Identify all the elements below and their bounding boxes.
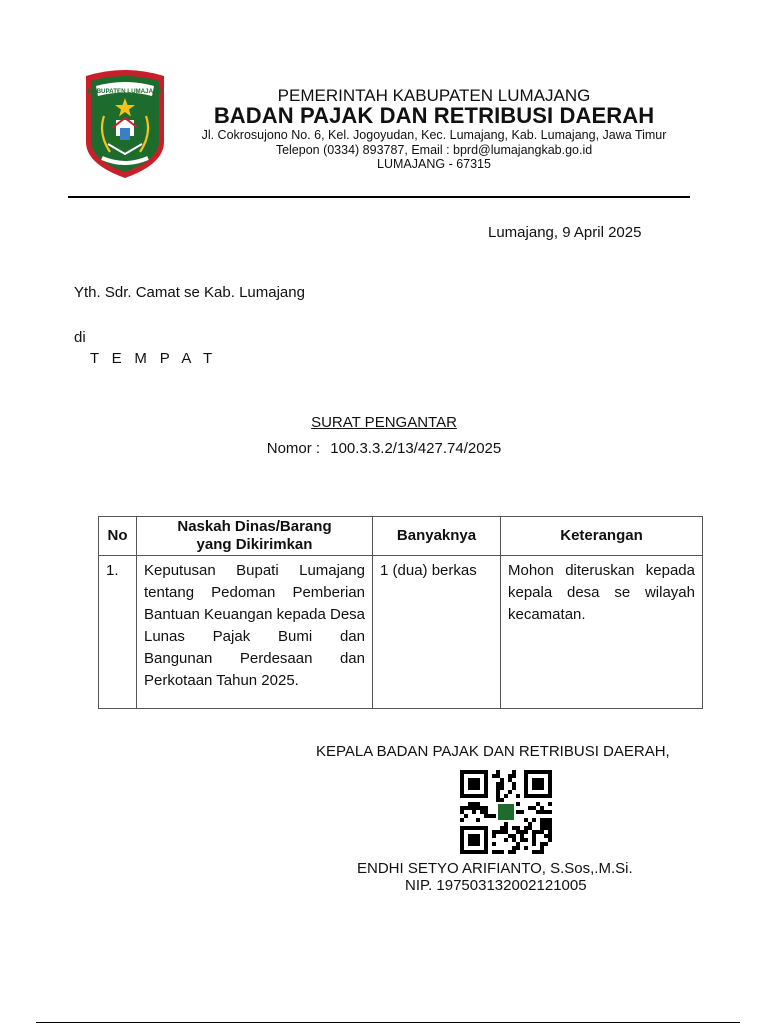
header-remarks: Keterangan [501,517,703,556]
header-item-line1: Naskah Dinas/Barang [177,518,332,535]
header-item [137,517,373,556]
document-table [98,516,703,709]
agency-address: Jl. Cokrosujono No. 6, Kel. Jogoyudan, Kec. Lumajang, Kab. Lumajang, Jawa Timur [201,128,667,142]
signatory-nip: NIP. 197503132002121005 [405,877,587,894]
letter-date: Lumajang, 9 April 2025 [488,224,642,241]
cell-remarks: Mohon diteruskan kepada kepala desa se wilayah kecamatan. [501,556,703,709]
regency-logo [82,68,168,180]
qr-code-icon [460,770,552,854]
header-item-line2: yang Dikirimkan [196,536,313,553]
header-qty: Banyaknya [373,517,501,556]
letter-number-value: 100.3.3.2/13/427.74/2025 [330,440,502,457]
recipient-place: T E M P A T [90,350,217,367]
agency-city-postal: LUMAJANG - 67315 [377,157,491,171]
page-bottom-line [36,1022,740,1023]
agency-contact: Telepon (0334) 893787, Email : bprd@lumajangkab.go.id [275,143,593,157]
table-header-row [99,517,703,556]
logo-text: KABUPATEN LUMAJANG [87,88,163,95]
signatory-name: ENDHI SETYO ARIFIANTO, S.Sos,.M.Si. [357,860,633,877]
cell-item: Keputusan Bupati Lumajang tentang Pedoman Pemberian Bantuan Keuangan kepada Desa Lunas Pajak Bumi dan Bangunan Perdesaan dan Perkotaan Tahun 2025. [137,556,373,709]
letter-number [0,440,768,457]
government-name: PEMERINTAH KABUPATEN LUMAJANG [277,86,591,105]
letter-number-label: Nomor : [266,440,321,457]
recipient-line: Yth. Sdr. Camat se Kab. Lumajang [74,284,305,301]
cell-qty: 1 (dua) berkas [373,556,501,709]
header-no: No [99,517,137,556]
recipient-di: di [74,329,86,346]
letter-title: SURAT PENGANTAR [311,414,457,431]
table-row [99,556,703,709]
letterhead-divider [68,196,690,198]
cell-no: 1. [99,556,137,709]
agency-name: BADAN PAJAK DAN RETRIBUSI DAERAH [213,103,655,128]
signatory-title: KEPALA BADAN PAJAK DAN RETRIBUSI DAERAH, [316,743,670,760]
